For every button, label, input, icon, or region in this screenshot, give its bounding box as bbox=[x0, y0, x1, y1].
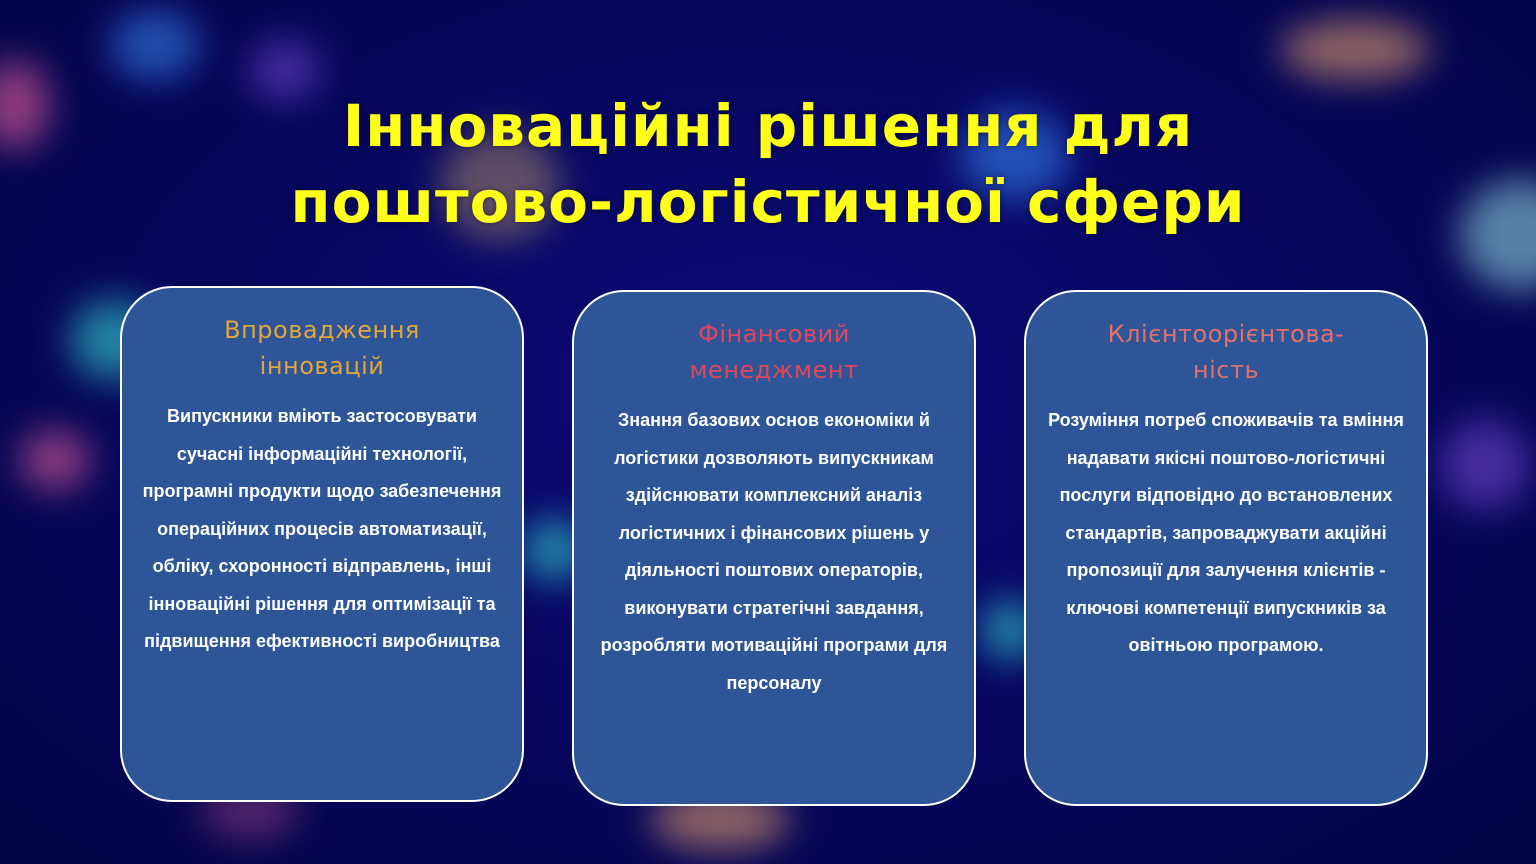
card-title bbox=[1026, 316, 1426, 388]
card-customer-orientation bbox=[1024, 290, 1428, 806]
card-title-line-1: Фінансовий bbox=[698, 320, 850, 348]
card-title-line-1: Клієнтоорієнтова- bbox=[1107, 320, 1345, 348]
card-body: Знання базових основ економіки й логістики дозволяють випускникам здійснювати комплексний аналіз логістичних і фінансових рішень у діяльності поштових операторів, виконувати стратегічні завдання, розробляти мотиваційні програми для персоналу bbox=[600, 410, 948, 693]
slide-title bbox=[0, 88, 1536, 240]
card-title-line-2: інновацій bbox=[259, 352, 385, 380]
card-body: Випускники вміють застосовувати сучасні інформаційні технології, програмні продукти щодо забезпечення операційних процесів автоматизації, обліку, схоронності відправлень, інші інноваційні рішення для оптимізації та підвищення ефективності виробництва bbox=[142, 406, 502, 651]
card-title-line-2: менеджмент bbox=[689, 356, 859, 384]
card-title bbox=[574, 316, 974, 388]
slide-title-line-2: поштово-логістичної сфери bbox=[290, 168, 1246, 236]
slide-title-line-1: Інноваційні рішення для bbox=[342, 92, 1194, 160]
card-innovations bbox=[120, 286, 524, 802]
card-title bbox=[122, 312, 522, 384]
card-financial-management bbox=[572, 290, 976, 806]
card-body: Розуміння потреб споживачів та вміння надавати якісні поштово-логістичні послуги відповідно до встановлених стандартів, запроваджувати акційні пропозиції для залучення клієнтів - ключові компетенції випускників за овітньою програмою. bbox=[1048, 410, 1404, 655]
card-title-line-1: Впровадження bbox=[224, 316, 420, 344]
card-title-line-2: ність bbox=[1192, 356, 1260, 384]
